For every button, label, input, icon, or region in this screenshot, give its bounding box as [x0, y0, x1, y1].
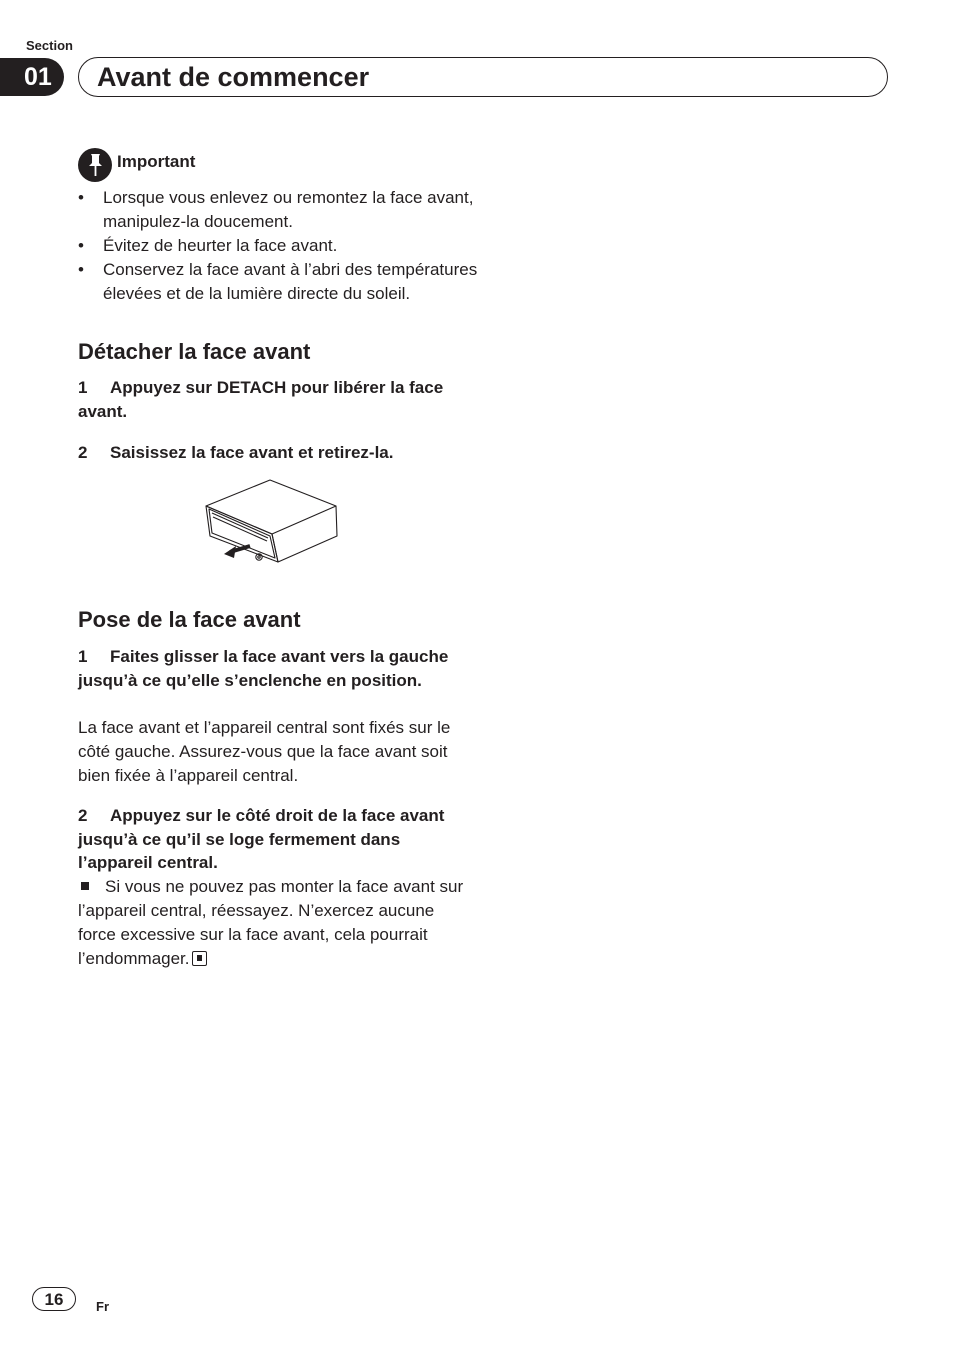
step-text: Appuyez sur le côté droit de la face avant jusqu’à ce qu’il se loge fermement dans l’appareil central. [78, 806, 445, 872]
page-title: Avant de commencer [97, 62, 370, 92]
bullet-glyph: • [78, 260, 84, 279]
end-mark-icon [192, 951, 207, 966]
bullet-glyph: • [78, 188, 84, 207]
list-item: • Conservez la face avant à l’abri des températures élevées et de la lumière directe du soleil. [78, 260, 478, 303]
pose-step-1-body: La face avant et l’appareil central sont fixés sur le côté gauche. Assurez-vous que la face avant soit bien fixée à l’appareil central. [78, 718, 451, 785]
step-number: 2 [78, 443, 88, 462]
detach-step-2 [78, 441, 458, 465]
list-item: • Évitez de heurter la face avant. [78, 234, 478, 258]
step-text: Faites glisser la face avant vers la gauche jusqu’à ce qu’elle s’enclenche en position. [78, 647, 449, 690]
section-label: Section [26, 38, 73, 53]
step-number: 1 [78, 378, 88, 397]
language-code: Fr [96, 1299, 109, 1314]
bullet-glyph: • [78, 236, 84, 255]
section-number: 01 [0, 58, 64, 96]
step-number: 1 [78, 647, 88, 666]
step-text: Appuyez sur DETACH pour libérer la face avant. [78, 378, 444, 421]
detach-step-1 [78, 376, 458, 423]
square-bullet-icon [81, 882, 89, 890]
important-list [78, 186, 478, 306]
important-label: Important [117, 152, 196, 171]
step-number: 2 [78, 806, 88, 825]
pose-step-2 [78, 804, 458, 875]
heading-detach: Détacher la face avant [78, 339, 311, 364]
heading-pose: Pose de la face avant [78, 607, 301, 632]
detach-illustration [198, 476, 344, 568]
note-text: Si vous ne pouvez pas monter la face avant sur l’appareil central, réessayez. N’exercez aucune force excessive sur la face avant, cela pourrait l’endommager. [78, 877, 464, 968]
page-number: 16 [32, 1287, 76, 1311]
list-item: • Lorsque vous enlevez ou remontez la face avant, manipulez-la doucement. [78, 188, 474, 231]
pushpin-icon [78, 148, 112, 182]
section-title-box [78, 57, 888, 97]
step-text: Saisissez la face avant et retirez-la. [110, 443, 394, 462]
pose-note [78, 875, 470, 971]
pose-step-1 [78, 645, 458, 692]
